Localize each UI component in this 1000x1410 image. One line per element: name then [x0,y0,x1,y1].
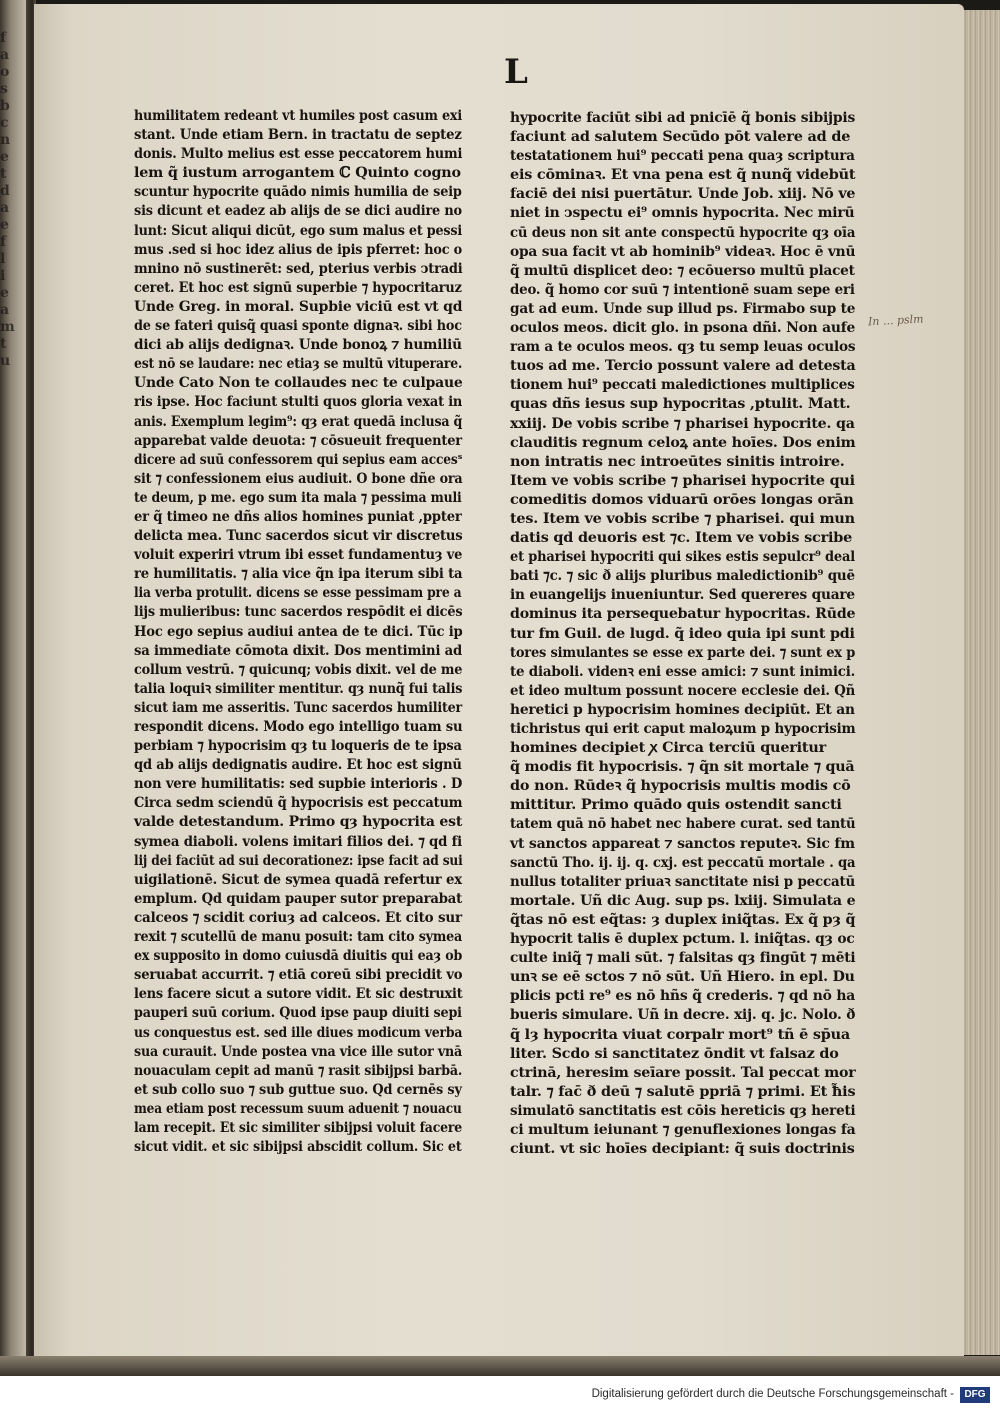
text-line: sicut vidit. et sic sibijpsi abscidit collum. Sic et [134,1138,462,1156]
text-line: heretici p hypocrisim homines decipiūt. Et an [510,700,855,718]
left-page-fragment: t [0,166,7,182]
left-page-fragment: m [0,319,15,335]
text-line: q̃ lȝ hypocrita viuat corpalr mort⁹ tñ ē sp̄ua [510,1025,851,1043]
text-line: in euangelijs inueniuntur. Sed quereres quare [510,586,855,604]
text-line: liter. Scdo si sanctitatez ōndit vt falsaz do [510,1044,839,1062]
text-line: pauperi suū corium. Quod ipse paup diuiti sepi [134,1004,462,1022]
text-line: non intratis nec introeūtes sinitis introire. [510,452,845,470]
text-line: te deum, p me. ego sum ita mala ⁊ pessima muli [134,488,462,506]
text-line: clauditis regnum celoꝝ ante hoīes. Dos enim [510,433,856,451]
text-line: tores simulantes se esse ex parte dei. ⁊ sunt ex p [510,643,856,661]
text-line: sa immediate cōmota dixit. Dos mentimini ad [134,641,463,659]
text-line: simulatō sanctitatis est cōis hereticis qȝ hereti [510,1101,856,1119]
text-line: niet in ↄspectu ei⁹ omnis hypocrita. Nec mirū [510,204,855,222]
text-line: culte iniq̃ ⁊ mali sūt. ⁊ falsitas qȝ fingūt ⁊ mēti [510,949,856,967]
text-line: deo. q̃ homo cor suū ⁊ intentionē suam sepe eri [510,280,855,298]
text-line: voluit experiri vtrum ibi esset fundamentuȝ ve [134,546,463,564]
text-line: non vere humilitatis: sed supbie interioris . D [134,775,463,793]
text-line: donis. Multo melius est esse peccatorem humi [134,145,463,163]
text-line: q̃tas nō est eq̃tas: ȝ duplex iniq̃tas. Ex q̃ pȝ q̃ [510,910,856,928]
text-line: mea etiam post recessum suum aduenit ⁊ nouacu [134,1099,462,1117]
text-line: cū deus non sit ante conspectū hypocrite qȝ oīa [510,223,856,241]
left-page-fragment: e [0,149,9,165]
text-line: valde detestandum. Primo qȝ hypocrita est [134,813,463,831]
text-line: talr. ⁊ fac̄ ð deū ⁊ salutē ppriā ⁊ primi. Et ħ̃is [510,1082,856,1100]
text-line: mnino nō sustinerēt: sed, pterius verbis ↄtradi [134,259,463,277]
text-line: seruabat accurrit. ⁊ etiā coreū sibi precidit vo [134,966,463,984]
text-line: Item ve vobis scribe ⁊ pharisei hypocrite qui [510,471,855,489]
text-line: ceret. Et hoc est signū superbie ⁊ hypocritaruz [134,278,462,296]
text-line: eis cōminaꝛ. Et vna pena est q̃ nunq̃ videbūt [510,166,856,184]
page-stack-edge [962,10,1000,1355]
text-line: sanctū Tho. ij. ij. q. cxj. est peccatū mortale . qa [510,853,856,871]
text-column-left [134,106,464,1156]
text-line: dominus ita persequebatur hypocritas. Rūde [510,605,856,623]
text-line: sicut iam me asseritis. Tunc sacerdos humiliter [134,698,463,716]
text-line: de se fateri quisq̃ quasi sponte dignaꝛ. sibi hoc [134,317,462,335]
text-line: ciunt. vt sic hoīes decipiant: q̃ suis doctrinis [510,1140,855,1158]
text-line: lij dei faciūt ad sui decorationez: ipse facit ad sui [134,851,463,869]
text-line: plicis pcti re⁹ es nō hñs q̃ crederis. ⁊ qd nō ha [510,987,856,1005]
text-line: opa sua facit vt ab hominib⁹ videaꝛ. Hoc ē vnū [510,242,856,260]
text-line: et ideo multum possunt nocere ecclesie dei. Qñ [510,681,856,699]
text-line: tichristus qui erit caput maloꝝum p hypocrisim [510,720,856,737]
text-line: oculos meos. dicit glo. in psona dñi. Non aufe [510,319,856,337]
text-line: Unde Cato Non te collaudes nec te culpaue [134,374,463,392]
funding-credit: Digitalisierung gefördert durch die Deutsche Forschungsgemeinschaft - [591,1388,954,1400]
text-line: calceos ⁊ scidit coriuȝ ad calceos. Et cito sur [134,908,462,926]
text-line: lens facere sicut a sutore vidit. Et sic destruxit [134,985,463,1003]
left-page-fragment: e [0,285,9,301]
text-line: lem q̃ iustum arrogantem ℂ Quinto cogno [134,164,461,182]
text-line: rexit ⁊ scutellū de manu posuit: tam cito symea [134,928,463,946]
text-line: stant. Unde etiam Bern. in tractatu de septez [134,126,462,144]
text-line: ci multum ieiunant ⁊ genuflexiones longas fa [510,1120,856,1138]
text-line: delicta mea. Tunc sacerdos sicut vir discretus [134,527,463,545]
text-line: est nō se laudare: nec etiaȝ se multū vituperare. [134,355,463,373]
text-line: do non. Rūdeꝛ q̃ hypocrisis multis modis cō [510,777,851,795]
text-line: respondit dicens. Modo ego intelligo tuam su [134,718,463,735]
left-page-fragment: a [0,200,10,216]
text-line: nouaculam cepit ad manū ⁊ rasit sibijpsi barbā. [134,1061,463,1079]
text-line: mus .sed si hoc idez alius de ipis pferret: hoc o [134,240,462,258]
text-line: ris ipse. Hoc faciunt stulti quos gloria vexat in [134,393,463,411]
left-page-fragment: c [0,115,9,131]
text-line: sua curauit. Unde postea vna vice ille sutor vnā [134,1042,463,1060]
left-page-fragment: t [0,336,7,352]
page-signature: L [504,52,530,92]
text-line: tuos ad me. Tercio possunt valere ad detesta [510,357,856,375]
left-page-fragment: e [0,217,9,233]
text-line: ex supposito in domo cuiusdā diuitis qui eaȝ ob [134,947,463,965]
text-line: te diaboli. videnꝛ eni esse amici: ⁊ sunt inimici. [510,662,856,680]
dfg-footer [0,1376,1000,1410]
text-line: dicere ad suū confessorem qui sepius eam accesˢ [134,450,463,468]
text-line: testatationem hui⁹ peccati pena quaȝ scriptura [510,147,855,165]
text-line: lunt: Sicut aliqui dicūt, ego sum malus et pessi [134,221,463,239]
text-line: vt sanctos appareat ⁊ sanctos reputeꝛ. Sic fm [510,834,855,852]
text-line: lia verba protulit. dicens se esse pessimam pre a [134,584,462,602]
text-line: qd ab alijs dedignatis audire. Et hoc est signū [134,756,462,774]
left-page-fragment: l [0,251,6,267]
left-page-fragment: i [0,268,6,284]
text-line: hypocrit talis ē duplex pctum. l. iniq̃tas. qȝ oc [510,930,855,948]
text-line: ctrinā, heresim seīare possit. Tal peccat mor [510,1063,856,1081]
left-page-fragment: d [0,183,10,199]
text-line: perbiam ⁊ hypocrisim qȝ tu loqueris de te ipsa [134,737,462,755]
text-line: lam recepit. Et sic similiter sibijpsi voluit facere [134,1118,462,1136]
text-line: quas dñs iesus sup hypocritas ,ptulit. Matt. [510,395,851,413]
text-line: tur fm Guil. de lugd. q̃ ideo quia ipi sunt pdi [510,624,855,642]
left-page-fragments [0,30,26,1330]
left-page-fragment: u [0,353,11,369]
text-line: sit ⁊ confessionem eius audiuit. O bone dñe ora [134,469,463,487]
text-line: gat ad eum. Unde sup illud ps. Firmabo sup te [510,299,856,317]
text-line: dici ab alijs dedignaꝛ. Unde bonoꝝ ⁊ humiliū [134,336,462,354]
text-line: bati ⁊c. ⁊ sic ð alijs pluribus maledictionib⁹ quē [510,567,855,585]
text-line: lijs mulieribus: tunc sacerdos respōdit ei dicēs [134,603,463,621]
text-line: Hoc ego sepius audiui antea de te dici. Tūc ip [134,622,463,640]
text-line: Circa sedm sciendū q̃ hypocrisis est peccatum [134,794,463,812]
text-line: anis. Exemplum legim⁹: qȝ erat quedā inclusa q̃ [134,412,463,430]
text-line: et pharisei hypocriti qui sikes estis sepulcr⁹ deal [510,548,855,566]
text-line: tionem hui⁹ peccati maledictiones multiplices [510,376,855,394]
text-line: et sub collo suo ⁊ sub guttue suo. Qd cernēs sy [134,1080,462,1098]
text-line: sis dicunt et eadez ab alijs de se dici audire no [134,202,462,220]
left-page-fragment: s [0,81,8,97]
text-line: homines decipiet ꭗ Circa terciū queritur [510,739,827,757]
text-line: uigilationē. Sicut de symea quadā refertur ex [134,870,462,888]
text-line: us conquestus est. sed ille diues modicum verba [134,1023,463,1041]
text-line: datis qd deuoris est ⁊c. Item ve vobis scribe [510,529,853,547]
text-line: faciunt ad salutem Secūdo pōt valere ad de [510,128,851,146]
text-line: hypocrite faciūt sibi ad pnicīē q̃ bonis sibijpis [510,109,856,126]
book-bottom-edge [0,1356,1000,1376]
handwritten-margin-note: In ... pslm [867,312,924,329]
text-line: emplum. Qd quidam pauper sutor preparabat [134,889,462,907]
text-line: mittitur. Primo quādo quis ostendit sancti [510,796,842,814]
text-line: q̃ multū displicet deo: ⁊ ecōuerso multū placet [510,261,855,279]
dfg-logo: DFG [960,1387,990,1403]
text-line: symea diaboli. volens imitari filios dei. ⁊ qd fi [134,832,463,850]
text-line: ram a te oculos meos. qȝ tu semp leuas oculos [510,338,856,356]
left-page-fragment: n [0,132,11,148]
left-page-fragment: o [0,64,10,80]
left-page-fragment: a [0,47,10,63]
text-line: apparebat valde deuota: ⁊ cōsueuit frequenter [134,431,462,449]
text-line: scuntur hypocrite quādo nimis humilia de seip [134,183,462,201]
left-page-fragment: a [0,302,10,318]
left-page-fragment: b [0,98,10,114]
left-page-fragment: f [0,234,7,250]
left-page-fragment: f [0,30,7,46]
text-line: Unde Greg. in moral. Supbie viciū est vt qd [134,297,463,315]
text-line: comeditis domos viduarū orōes longas orān [510,490,854,508]
text-column-right [510,108,855,1158]
text-line: er q̃ timeo ne dñs alios homines puniat ,ppter [134,507,462,525]
text-line: mortale. Uñ dic Aug. sup ps. lxiij. Simulata e [510,891,856,909]
text-line: unꝛ se eē sctos ⁊ nō sūt. Uñ Hiero. in epl. Du [510,968,855,986]
text-line: tes. Item ve vobis scribe ⁊ pharisei. qui mun [510,509,855,527]
text-line: q̃ modis fit hypocrisis. ⁊ q̃n sit mortale ⁊ quā [510,758,855,776]
text-line: faciē dei nisi puertātur. Unde Job. xiij. Nō ve [510,185,856,203]
text-line: re humilitatis. ⁊ alia vice q̃n ipa iterum sibi ta [134,565,463,583]
text-line: humilitatem redeant vt humiles post casum exi [134,107,462,124]
text-line: nullus totaliter priuaꝛ sanctitate nisi p peccatū [510,872,856,890]
text-line: talia loquiꝛ similiter mentitur. qȝ nunq̃ fui talis [134,679,463,697]
text-line: tatem quā nō habet nec habere curat. sed tantū [510,815,856,833]
text-line: collum vestrū. ⁊ quicunq; vobis dixit. vel de me [134,660,463,678]
text-line: xxiij. De vobis scribe ⁊ pharisei hypocrite. qa [510,414,855,432]
text-line: bueris simulare. Uñ in decre. xij. q. jc. Nolo. ð [510,1006,856,1024]
